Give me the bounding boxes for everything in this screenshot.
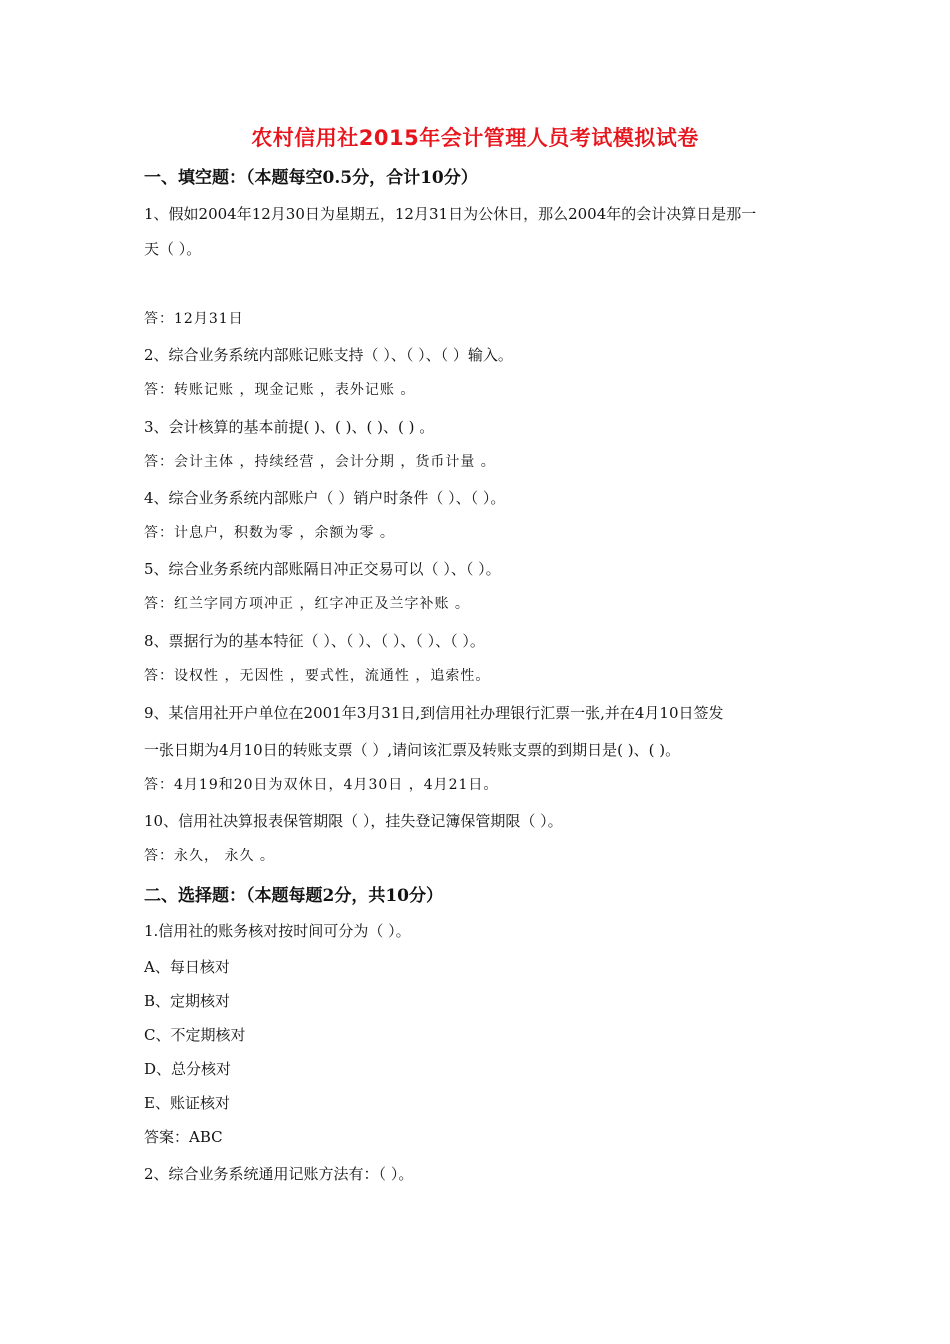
section-heading-multiple-choice: 二、选择题：（本题每题2分，共10分）	[144, 886, 443, 906]
answer-1: 答：12月31日	[144, 311, 244, 327]
section-heading-fill-blank: 一、填空题：（本题每空0.5分，合计10分）	[144, 168, 478, 188]
answer-8: 答：设权性 ，无因性 ，要式性，流通性 ，追索性。	[144, 668, 491, 684]
choice-answer-1: 答案：ABC	[144, 1128, 223, 1146]
answer-2: 答：转账记账 ，现金记账 ，表外记账 。	[144, 382, 416, 398]
question-1-line-1: 1、假如2004年12月30日为星期五，12月31日为公休日，那么2004年的会计决算日是那一	[144, 205, 757, 223]
answer-4: 答：计息户，积数为零 ，余额为零 。	[144, 525, 395, 541]
question-1-line-2: 天（ ）。	[144, 240, 202, 258]
choice-question-1: 1.信用社的账务核对按时间可分为（ ）。	[144, 922, 411, 940]
choice-option-c: C、不定期核对	[144, 1026, 246, 1044]
answer-9: 答：4月19和20日为双休日，4月30日 ，4月21日。	[144, 777, 499, 793]
answer-10: 答：永久， 永久 。	[144, 848, 275, 864]
question-8: 8、票据行为的基本特征（ ）、（ ）、（ ）、（ ）、（ ）。	[144, 632, 485, 650]
choice-option-b: B、定期核对	[144, 992, 231, 1010]
question-9-line-2: 一张日期为4月10日的转账支票（ ）,请问该汇票及转账支票的到期日是( )、( )。	[144, 741, 681, 759]
choice-option-e: E、账证核对	[144, 1094, 230, 1112]
question-9-line-1: 9、某信用社开户单位在2001年3月31日,到信用社办理银行汇票一张,并在4月10日签发	[144, 704, 724, 722]
question-3: 3、会计核算的基本前提( )、( )、( )、( ) 。	[144, 418, 435, 436]
question-2: 2、综合业务系统内部账记账支持（ ）、（ ）、（ ）输入。	[144, 346, 513, 364]
question-10: 10、信用社决算报表保管期限（ ），挂失登记簿保管期限（ ）。	[144, 812, 563, 830]
question-5: 5、综合业务系统内部账隔日冲正交易可以（ ）、（ ）。	[144, 560, 501, 578]
choice-option-d: D、总分核对	[144, 1060, 232, 1078]
document-title: 农村信用社2015年会计管理人员考试模拟试卷	[251, 126, 699, 150]
answer-5: 答：红兰字同方项冲正 ，红字冲正及兰字补账 。	[144, 596, 470, 612]
choice-question-2: 2、综合业务系统通用记账方法有：（ ）。	[144, 1165, 414, 1183]
choice-option-a: A、每日核对	[144, 958, 230, 976]
question-4: 4、综合业务系统内部账户（ ）销户时条件（ ）、（ ）。	[144, 489, 506, 507]
answer-3: 答：会计主体 ，持续经营 ，会计分期 ，货币计量 。	[144, 454, 496, 470]
